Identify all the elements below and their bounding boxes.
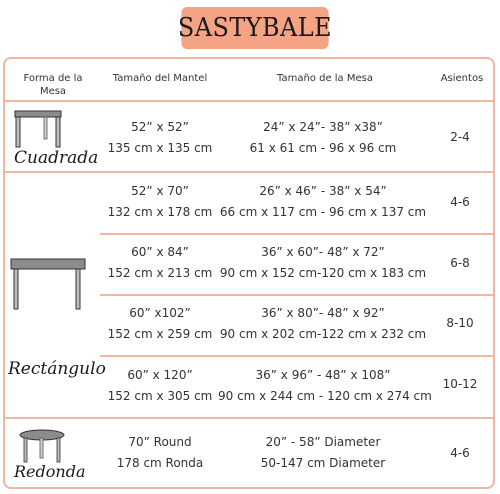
- header-seats: Asientos: [440, 73, 484, 84]
- table-size: 36” x 60”- 48” x 72” 90 cm x 152 cm-120 cm x 183 cm: [219, 245, 427, 280]
- seats-value: 2-4: [450, 130, 470, 144]
- tablecloth-size: 52” x 70” 132 cm x 178 cm: [107, 184, 213, 219]
- tablecloth-size: 70” Round 178 cm Ronda: [116, 435, 204, 470]
- header-table: Tamaño de la Mesa: [277, 73, 373, 84]
- table-size: 24” x 24”- 38” x38” 61 x 61 cm - 96 x 96 cm: [249, 120, 397, 155]
- row-divider: [5, 171, 493, 173]
- row-divider: [100, 233, 493, 235]
- seats-value: 4-6: [450, 446, 470, 460]
- seats-value: 4-6: [450, 195, 470, 209]
- round-table-icon: [18, 429, 66, 465]
- table-size: 26” x 46” - 38” x 54” 66 cm x 117 cm - 96 cm x 137 cm: [219, 184, 427, 219]
- row-divider: [100, 355, 493, 357]
- row-divider: [5, 417, 493, 419]
- square-table-icon: [14, 110, 62, 148]
- shape-label-round: Redonda: [14, 462, 86, 481]
- header-shape: Forma de la Mesa: [23, 73, 83, 97]
- shape-label-rect: Rectángulo: [8, 359, 106, 379]
- seats-value: 10-12: [442, 377, 478, 391]
- tablecloth-size: 60” x 120” 152 cm x 305 cm: [107, 368, 213, 403]
- row-divider: [100, 294, 493, 296]
- header-tablecloth: Tamaño del Mantel: [112, 73, 208, 84]
- seats-value: 6-8: [450, 256, 470, 270]
- tablecloth-size: 52” x 52” 135 cm x 135 cm: [107, 120, 213, 155]
- table-size: 36” x 80”- 48” x 92” 90 cm x 202 cm-122 cm x 232 cm: [219, 306, 427, 341]
- header-divider: [5, 100, 493, 102]
- seats-value: 8-10: [446, 316, 474, 330]
- table-size: 20” - 58” Diameter 50-147 cm Diameter: [260, 435, 386, 470]
- rectangular-table-icon: [10, 258, 86, 310]
- shape-label-square: Cuadrada: [14, 148, 99, 168]
- brand-logo: SASTYBALE: [181, 7, 328, 49]
- table-size: 36” x 96” - 48” x 108” 90 cm x 244 cm - 120 cm x 274 cm: [218, 368, 432, 403]
- tablecloth-size: 60” x 84” 152 cm x 213 cm: [107, 245, 213, 280]
- tablecloth-size: 60” x102” 152 cm x 259 cm: [107, 306, 213, 341]
